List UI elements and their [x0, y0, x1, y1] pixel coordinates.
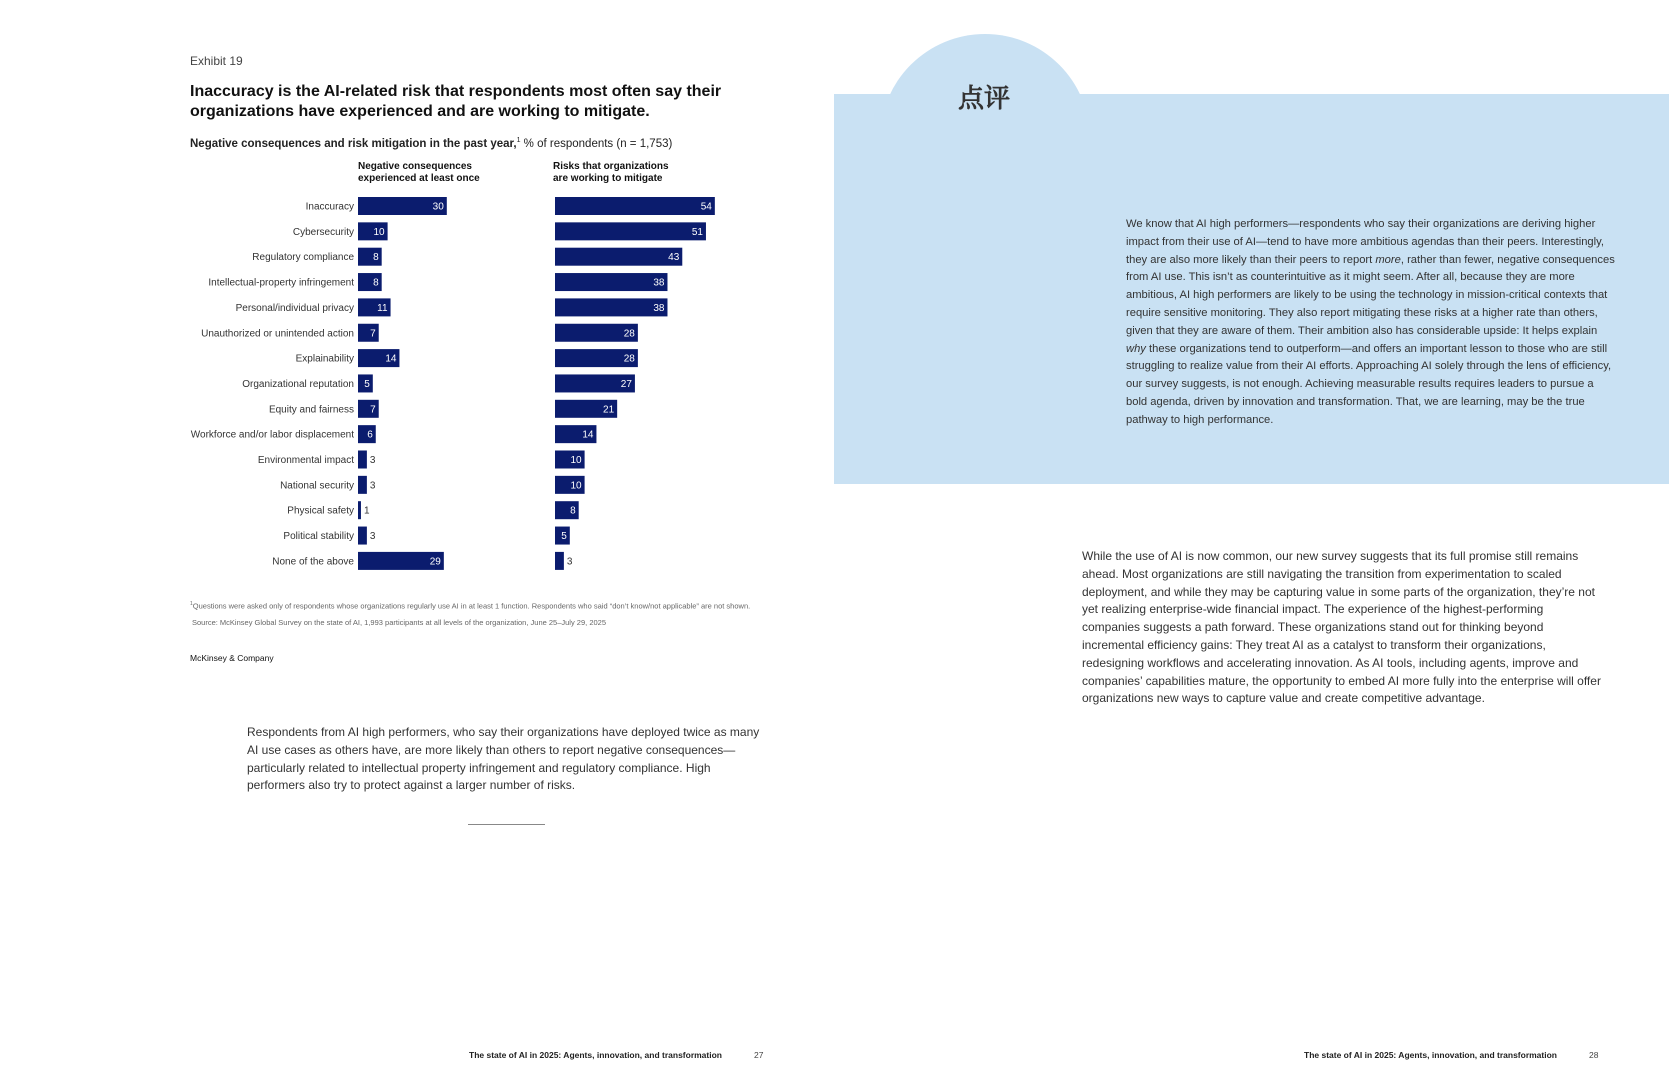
- chart-subtitle-bold: Negative consequences and risk mitigation in the past year,: [190, 137, 517, 150]
- bar-mitigation-inaccuracy: [555, 197, 715, 215]
- left-paragraph: Respondents from AI high performers, who say their organizations have deployed twice as many AI use cases as others have, are more likely than others to report negative consequences—particularly related to intellectual property infringement and regulatory compliance. High performers also try to protect against a larger number of risks.: [247, 725, 760, 793]
- bar-mitigation-personal-individual-privacy: [555, 298, 667, 316]
- category-label-personal-individual-privacy: Personal/individual privacy: [235, 302, 354, 314]
- value-label-mitigation-regulatory-compliance: 43: [668, 252, 680, 264]
- category-label-unauthorized-or-unintended-action: Unauthorized or unintended action: [201, 328, 354, 340]
- value-label-consequences-physical-safety: 1: [363, 505, 370, 517]
- bar-consequences-political-stability: [358, 527, 367, 545]
- value-label-mitigation-organizational-reputation: 27: [620, 378, 632, 390]
- value-label-consequences-regulatory-compliance: 8: [373, 252, 379, 264]
- series-header-consequences-line2: experienced at least once: [358, 173, 480, 184]
- value-label-consequences-cybersecurity: 10: [373, 226, 385, 238]
- category-label-explainability: Explainability: [295, 353, 354, 365]
- footer-title-left: The state of AI in 2025: Agents, innovation, and transformation: [469, 1050, 722, 1060]
- category-label-environmental-impact: Environmental impact: [257, 455, 354, 466]
- value-label-consequences-intellectual-property-infringement: 8: [373, 277, 379, 289]
- series-header-mitigation-line2: are working to mitigate: [553, 173, 663, 184]
- value-label-consequences-unauthorized-or-unintended-action: 7: [370, 328, 376, 340]
- section-divider: [468, 824, 545, 825]
- category-label-intellectual-property-infringement: Intellectual-property infringement: [208, 277, 354, 289]
- value-label-consequences-equity-and-fairness: 7: [370, 404, 376, 416]
- bar-chart: [0, 0, 800, 590]
- category-label-regulatory-compliance: Regulatory compliance: [252, 252, 354, 264]
- comment-em-more: more: [1375, 253, 1401, 266]
- bar-consequences-national-security: [358, 476, 367, 494]
- value-label-mitigation-none-of-the-above: 3: [566, 556, 573, 568]
- value-label-mitigation-cybersecurity: 51: [691, 226, 703, 238]
- value-label-consequences-personal-individual-privacy: 11: [377, 302, 388, 314]
- exhibit-title: Inaccuracy is the AI-related risk that respondents most often say their organizations have experienced and are working to mitigate.: [190, 83, 722, 120]
- value-label-mitigation-national-security: 10: [570, 480, 582, 492]
- comment-heading: 点评: [958, 84, 1011, 114]
- category-label-national-security: National security: [280, 480, 354, 492]
- value-label-mitigation-unauthorized-or-unintended-action: 28: [623, 328, 635, 340]
- footnote-mark: 1: [190, 601, 193, 607]
- value-label-consequences-workforce-and-or-labor-displacement: 6: [367, 429, 373, 441]
- bar-mitigation-regulatory-compliance: [555, 248, 682, 266]
- value-label-consequences-environmental-impact: 3: [369, 455, 376, 466]
- comment-em-why: why: [1126, 342, 1146, 355]
- series-header-consequences-line1: Negative consequences: [358, 161, 472, 172]
- footer-title-right: The state of AI in 2025: Agents, innovation, and transformation: [1304, 1050, 1557, 1060]
- value-label-consequences-explainability: 14: [385, 353, 397, 365]
- value-label-mitigation-intellectual-property-infringement: 38: [653, 277, 665, 289]
- footnote-text: Questions were asked only of respondents whose organizations regularly use AI in at least 1 function. Respondents who said “don’t know/not applicable” are not shown.: [192, 601, 751, 611]
- bar-consequences-physical-safety: [358, 501, 361, 519]
- category-label-inaccuracy: Inaccuracy: [305, 201, 354, 213]
- value-label-mitigation-environmental-impact: 10: [570, 455, 582, 466]
- value-label-consequences-none-of-the-above: 29: [429, 556, 441, 568]
- comment-text: [1126, 216, 1616, 430]
- value-label-consequences-national-security: 3: [369, 480, 376, 492]
- bar-mitigation-intellectual-property-infringement: [555, 273, 667, 291]
- value-label-mitigation-political-stability: 5: [561, 531, 567, 543]
- comment-text-part2: , rather than fewer, negative consequences from AI use. This isn’t as counterintuitive as it might seem. After all, because they are more ambitious, AI high performers are likely to be using the technology in mission-critical contexts that require sensitive monitoring. They also report mitigating these risks at a higher rate than others, given that they are aware of them. Their ambition also has considerable upside: It helps explain: [1126, 253, 1615, 337]
- comment-text-part1: We know that AI high performers—respondents who say their organizations are deriving higher impact from their use of AI—tend to have more ambitious agendas than their peers. Interestingly, they are also more likely than their peers to report: [1126, 218, 1604, 266]
- value-label-mitigation-personal-individual-privacy: 38: [653, 302, 665, 314]
- value-label-mitigation-explainability: 28: [623, 353, 635, 365]
- page-number-left: 27: [754, 1050, 764, 1060]
- category-label-physical-safety: Physical safety: [287, 505, 354, 517]
- category-label-equity-and-fairness: Equity and fairness: [268, 404, 354, 416]
- category-label-political-stability: Political stability: [283, 531, 354, 543]
- value-label-mitigation-workforce-and-or-labor-displacement: 14: [582, 429, 594, 441]
- exhibit-label: Exhibit 19: [190, 54, 243, 68]
- category-label-workforce-and-or-labor-displacement: Workforce and/or labor displacement: [190, 429, 354, 441]
- page-number-right: 28: [1589, 1050, 1599, 1060]
- comment-text-part3: these organizations tend to outperform—and offers an important lesson to those who are still struggling to realize value from their AI efforts. Approaching AI solely through the lens of efficiency, our survey suggests, is not enough. Achieving measurable results requires leaders to pursue a bold agenda, driven by innovation and transformation. That, we are learning, may be the true pathway to high performance.: [1126, 342, 1612, 426]
- series-header-mitigation-line1: Risks that organizations: [553, 161, 669, 172]
- category-label-organizational-reputation: Organizational reputation: [242, 378, 354, 390]
- category-label-cybersecurity: Cybersecurity: [292, 226, 354, 238]
- chart-footnote: [190, 599, 765, 612]
- bar-mitigation-none-of-the-above: [555, 552, 564, 570]
- value-label-mitigation-physical-safety: 8: [570, 505, 576, 517]
- right-paragraph: While the use of AI is now common, our new survey suggests that its full promise still remains ahead. Most organizations are still navigating the transition from experimentation to scaled deployment, and while they may be capturing value in some parts of the organization, they’re not yet realizing enterprise-wide financial impact. The experience of the highest-performing companies suggests a path forward. These organizations stand out for thinking beyond incremental efficiency gains: They treat AI as a catalyst to transform their organizations, redesigning workflows and accelerating innovation. As AI tools, including agents, improve and companies’ capabilities mature, the opportunity to embed AI more fully into the enterprise will offer organizations new ways to capture value and create competitive advantage.: [1082, 549, 1601, 706]
- chart-subtitle-footnote-mark: 1: [516, 137, 521, 144]
- value-label-mitigation-inaccuracy: 54: [700, 201, 712, 213]
- category-label-none-of-the-above: None of the above: [272, 556, 354, 568]
- bar-consequences-environmental-impact: [358, 451, 367, 469]
- value-label-consequences-organizational-reputation: 5: [364, 378, 370, 390]
- value-label-consequences-political-stability: 3: [369, 531, 376, 543]
- chart-source: Source: McKinsey Global Survey on the state of AI, 1,993 participants at all levels of the organization, June 25–July 29, 2025: [192, 618, 606, 627]
- value-label-mitigation-equity-and-fairness: 21: [603, 404, 615, 416]
- value-label-consequences-inaccuracy: 30: [432, 201, 444, 213]
- chart-subtitle-rest: % of respondents (n = 1,753): [520, 137, 673, 150]
- brand-logo-text: McKinsey & Company: [190, 653, 274, 663]
- bar-mitigation-cybersecurity: [555, 222, 706, 240]
